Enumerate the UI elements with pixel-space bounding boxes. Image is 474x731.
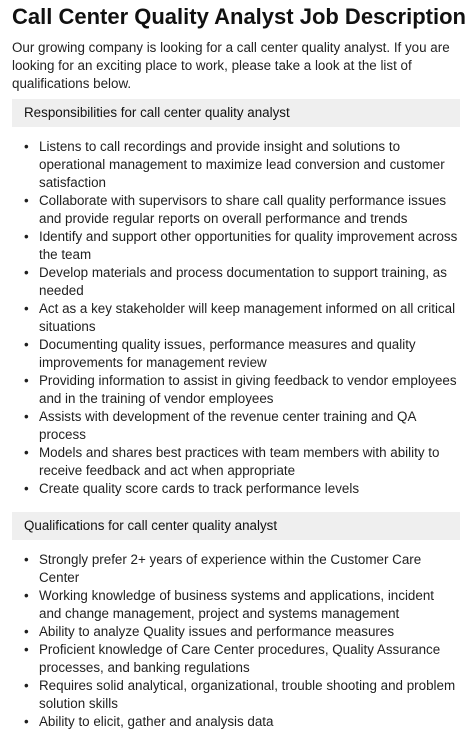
bullet-icon: •	[24, 409, 29, 424]
list-item-text: Proficient knowledge of Care Center procedures, Quality Assurance processes, and banking regulations	[39, 642, 441, 675]
list-item	[24, 264, 460, 300]
list-item-text: Working knowledge of business systems and applications, incident and change management, project and systems management	[39, 588, 434, 621]
bullet-icon: •	[24, 642, 29, 657]
list-item-text: Assists with development of the revenue center training and QA process	[39, 409, 416, 442]
list-item	[24, 623, 460, 641]
qualifications-list	[12, 551, 460, 731]
list-item	[24, 587, 460, 623]
responsibilities-list	[12, 138, 460, 498]
list-item	[24, 444, 460, 480]
bullet-icon: •	[24, 265, 29, 280]
list-item-text: Collaborate with supervisors to share call quality performance issues and provide regular reports on overall performance and trends	[39, 193, 447, 226]
list-item	[24, 192, 460, 228]
list-item-text: Ability to analyze Quality issues and performance measures	[39, 624, 395, 639]
list-item	[24, 480, 460, 498]
intro-paragraph: Our growing company is looking for a call center quality analyst. If you are looking for an exciting place to work, please take a look at the list of qualifications below.	[12, 40, 450, 91]
bullet-icon: •	[24, 552, 29, 567]
list-item	[24, 677, 460, 713]
bullet-icon: •	[24, 624, 29, 639]
list-item-text: Models and shares best practices with team members with ability to receive feedback and act when appropriate	[39, 445, 440, 478]
bullet-icon: •	[24, 588, 29, 603]
list-item-text: Develop materials and process documentation to support training, as needed	[39, 265, 447, 298]
bullet-icon: •	[24, 301, 29, 316]
list-item	[24, 551, 460, 587]
bullet-icon: •	[24, 714, 29, 729]
responsibilities-heading: Responsibilities for call center quality analyst	[12, 99, 460, 127]
bullet-icon: •	[24, 193, 29, 208]
list-item	[24, 336, 460, 372]
list-item	[24, 713, 460, 731]
list-item-text: Strongly prefer 2+ years of experience within the Customer Care Center	[39, 552, 422, 585]
qualifications-heading: Qualifications for call center quality analyst	[12, 512, 460, 540]
list-item-text: Documenting quality issues, performance measures and quality improvements for management review	[39, 337, 416, 370]
bullet-icon: •	[24, 337, 29, 352]
bullet-icon: •	[24, 139, 29, 154]
list-item-text: Listens to call recordings and provide insight and solutions to operational management to maximize lead conversion and customer satisfaction	[39, 139, 445, 190]
list-item-text: Identify and support other opportunities for quality improvement across the team	[39, 229, 458, 262]
bullet-icon: •	[24, 373, 29, 388]
bullet-icon: •	[24, 445, 29, 460]
list-item	[24, 408, 460, 444]
list-item-text: Requires solid analytical, organizational, trouble shooting and problem solution skills	[39, 678, 456, 711]
bullet-icon: •	[24, 678, 29, 693]
list-item	[24, 641, 460, 677]
list-item	[24, 300, 460, 336]
list-item-text: Create quality score cards to track performance levels	[39, 481, 360, 496]
list-item	[24, 372, 460, 408]
list-item-text: Act as a key stakeholder will keep management informed on all critical situations	[39, 301, 456, 334]
list-item	[24, 228, 460, 264]
list-item	[24, 138, 460, 192]
bullet-icon: •	[24, 481, 29, 496]
page-title: Call Center Quality Analyst Job Description	[12, 4, 466, 29]
list-item-text: Ability to elicit, gather and analysis data	[39, 714, 274, 729]
list-item-text: Providing information to assist in giving feedback to vendor employees and in the training of vendor employees	[39, 373, 457, 406]
bullet-icon: •	[24, 229, 29, 244]
